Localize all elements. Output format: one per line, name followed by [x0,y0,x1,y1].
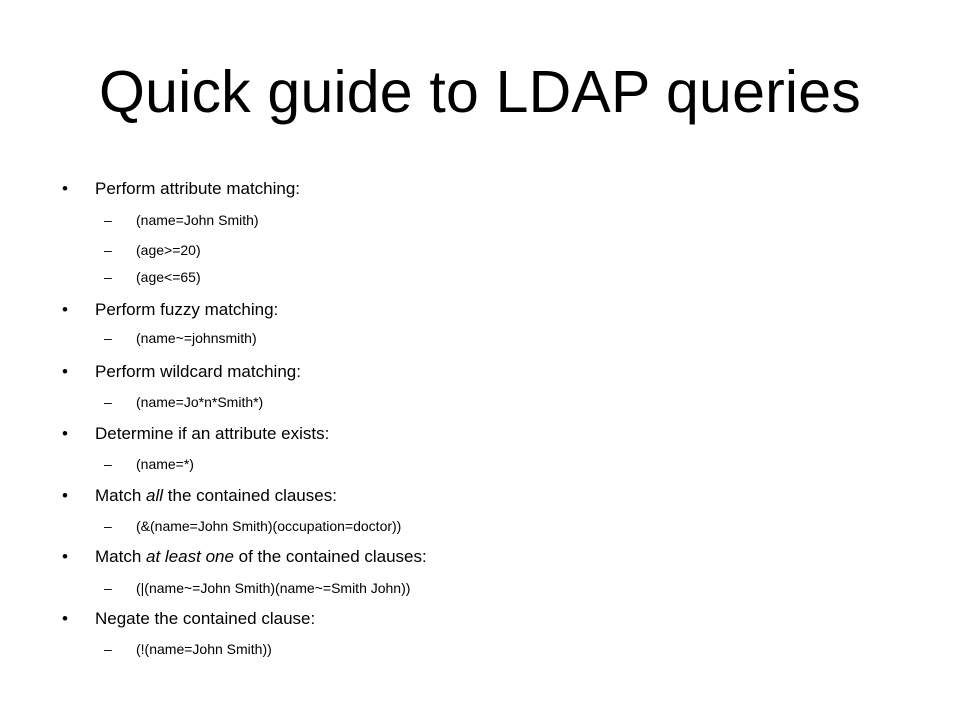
dash-glyph: – [104,518,112,534]
sub-item-query: (name=John Smith) [136,212,259,228]
bullet-text-part: the contained clauses: [163,486,337,505]
sub-item-query: (age<=65) [136,269,201,285]
bullet-text-part: Perform fuzzy matching: [95,300,279,319]
dash-glyph: – [104,212,112,228]
sub-item-query: (name=*) [136,456,194,472]
dash-glyph: – [104,580,112,596]
bullet-item-attribute-matching [95,179,300,199]
sub-item-query: (!(name=John Smith)) [136,641,272,657]
bullet-text-part: Match [95,486,147,505]
bullet-glyph: • [62,179,68,198]
bullet-glyph: • [62,424,68,443]
dash-glyph: – [104,269,112,285]
emphasis-text: at least one [146,547,234,566]
bullet-item-match-all [95,486,337,506]
bullet-text-part: Perform attribute matching: [95,179,301,198]
dash-glyph: – [104,394,112,410]
bullet-glyph: • [62,486,68,505]
bullet-item-attribute-exists [95,424,329,444]
bullet-text-part: of the contained clauses: [233,547,427,566]
emphasis-text: all [146,486,164,505]
bullet-item-match-at-least-one [95,547,427,567]
bullet-glyph: • [62,300,68,319]
bullet-item-fuzzy-matching [95,300,278,320]
slide-title: Quick guide to LDAP queries [99,59,861,125]
sub-item-query: (name~=johnsmith) [136,330,257,346]
bullet-glyph: • [62,547,68,566]
sub-item-query: (&(name=John Smith)(occupation=doctor)) [136,518,402,534]
bullet-text-part: Match [95,547,147,566]
bullet-text-part: Negate the contained clause: [95,609,316,628]
dash-glyph: – [104,330,112,346]
dash-glyph: – [104,242,112,258]
bullet-glyph: • [62,362,68,381]
dash-glyph: – [104,456,112,472]
bullet-text-part: Determine if an attribute exists: [95,424,330,443]
bullet-text-part: Perform wildcard matching: [95,362,301,381]
bullet-item-wildcard-matching [95,362,301,382]
bullet-glyph: • [62,609,68,628]
sub-item-query: (name=Jo*n*Smith*) [136,394,264,410]
sub-item-query: (age>=20) [136,242,201,258]
bullet-item-negate [95,609,315,629]
dash-glyph: – [104,641,112,657]
sub-item-query: (|(name~=John Smith)(name~=Smith John)) [136,580,411,596]
